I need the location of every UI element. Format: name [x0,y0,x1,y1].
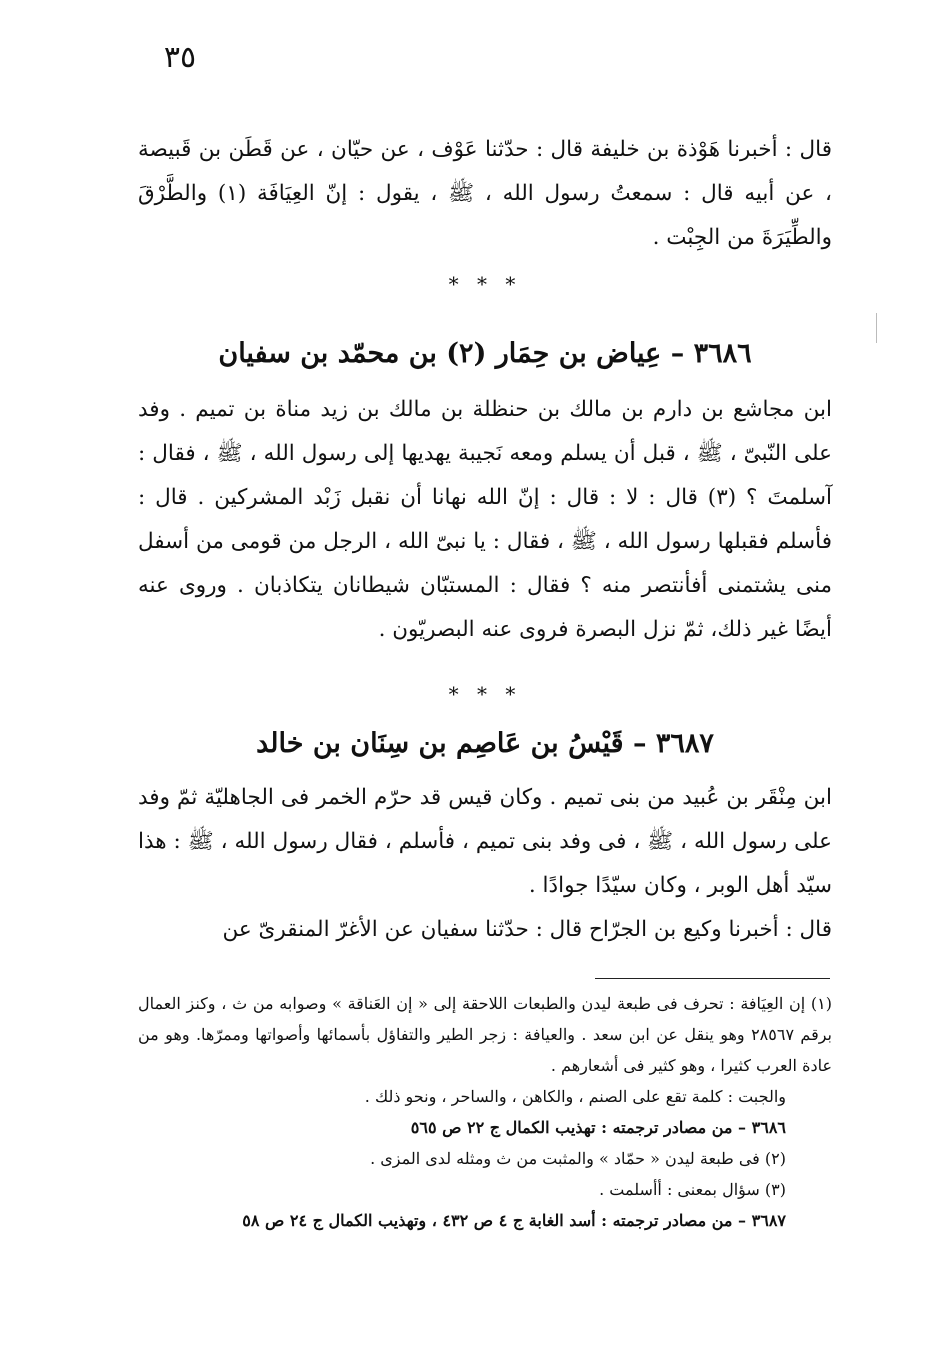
footnote-separator-rule [595,978,830,979]
entry-paragraph: قال : أخبرنا وكيع بن الجرّاح قال : حدّثنا سفيان عن الأغرّ المنقرىّ عن [222,917,832,942]
margin-mark [876,313,877,343]
footnotes [138,988,832,1236]
footnote-1-continued: والجبت : كلمة تقع على الصنم ، والكاهن ، والساحر ، ونحو ذلك . [364,1087,786,1106]
page-number: ٣٥ [163,40,197,75]
intro-paragraph-block [138,128,832,260]
entry-body-3687 [138,776,832,952]
sources-note-3687: ٣٦٨٧ – من مصادر ترجمته : أسد الغابة ج ٤ ص ٤٣٢ ، وتهذيب الكمال ج ٢٤ ص ٥٨ [242,1211,786,1230]
entry-paragraph: ابن مجاشع بن دارم بن مالك بن حنظلة بن مالك بن زيد مناة بن تميم . وفد على النّبىّ ، ﷺ ، قبل أن يسلم ومعه نَجيبة يهديها إلى رسول الله ، ﷺ ، فقال : آسلمتَ ؟ (٣) قال : لا : قال : إنّ الله نهانا أن نقبل زَبْد المشركين . قال : فأسلم فقبلها رسول الله ، ﷺ ، فقال : يا نبىّ الله ، الرجل من قومى من أسفل منى يشتمنى أفأنتصر منه ؟ فقال : المستبّان شيطانان يتكاذبان . وروى عنه أيضًا غير ذلك، ثمّ نزل البصرة فروى عنه البصريّون . [138,397,832,642]
entry-paragraph: ابن مِنْقَر بن عُبيد من بنى تميم . وكان قيس قد حرّم الخمر فى الجاهليّة ثمّ وفد على رسول الله ، ﷺ ، فى وفد بنى تميم ، فأسلم ، فقال رسول الله ، ﷺ : هذا سيّد أهل الوبر ، وكان سيّدًا جوادًا . [138,785,832,898]
sources-note-3686: ٣٦٨٦ – من مصادر ترجمته : تهذيب الكمال ج ٢٢ ص ٥٦٥ [410,1118,786,1137]
section-separator: * * * [448,272,522,296]
footnote-1: (١) إن العِيَافة : تحرف فى طبعة ليدن والطبعات اللاحقة إلى « إن العَناقة » وصوابه من ث ، وكنز العمال برقم ٢٨٥٦٧ وهو ينقل عن ابن سعد . والعيافة : زجر الطير والتفاؤل بأسمائها وأصواتها وممرّها. وهو من عادة العرب كثيرا ، وهو كثير فى أشعارهم . [138,994,832,1075]
footnote-3: (٣) سؤال بمعنى : أأسلمت . [599,1180,786,1199]
intro-paragraph: قال : أخبرنا هَوْذة بن خليفة قال : حدّثنا عَوْف ، عن حيّان ، عن قَطَن بن قَبيصة ، عن أبيه قال : سمعتُ رسول الله ، ﷺ ، يقول : إنّ العِيَافَة (١) والطَّرْقَ والطِّيَرَةَ من الجِبْت . [138,137,832,250]
footnote-2: (٢) فى طبعة ليدن « حمّاد » والمثبت من ث ومثله لدى المزى . [370,1149,786,1168]
entry-heading-3687: ٣٦٨٧ – قَيْسُ بن عَاصِم بن سِنَان بن خالد [256,728,714,759]
section-separator: * * * [448,682,522,706]
entry-body-3686 [138,388,832,652]
entry-heading-3686: ٣٦٨٦ – عِياض بن حِمَار (٢) بن محمّد بن سفيان [218,338,752,369]
